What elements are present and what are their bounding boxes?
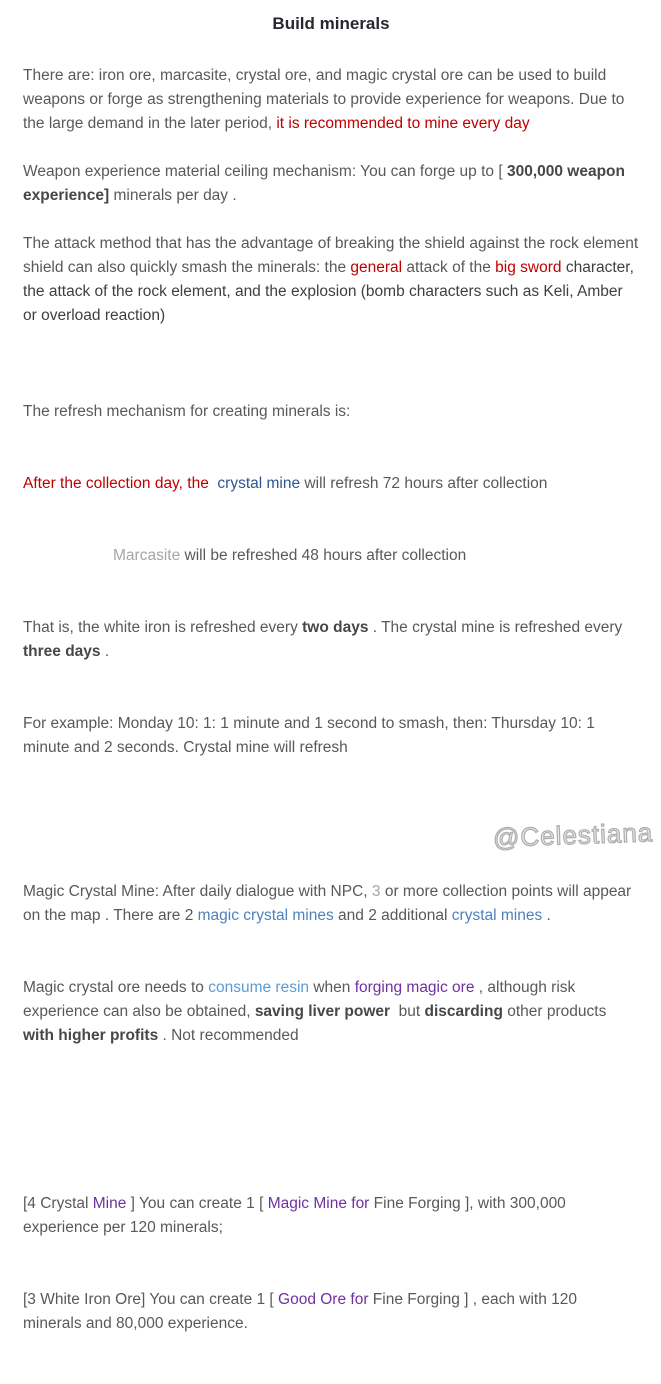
magic-crystal-mine-block — [23, 880, 639, 928]
watermark: @Celestiana — [492, 817, 654, 853]
text-run-purple-good-ore: Good Ore for — [278, 1291, 369, 1308]
text-run-gray: The attack method that has the advantage of breaking the shield against the rock element shield can also quickly smash the minerals: the — [23, 235, 643, 276]
paragraph-refresh-mechanism — [23, 352, 639, 808]
text-run-gray: Weapon experience material ceiling mechanism: You can forge up to [ — [23, 163, 507, 180]
text-run-gray: . Not recommended — [158, 1027, 299, 1044]
text-run-purple-forging-magic-ore: forging magic ore — [354, 979, 475, 996]
paragraph-crafting-recipes — [23, 1144, 639, 1384]
text-run-red-big-sword: big sword — [495, 259, 562, 276]
text-run-blue-magic-crystal-mines: magic crystal mines — [197, 907, 334, 924]
paragraph-magic-crystal-mine — [23, 832, 639, 1096]
text-run-purple-magic-mine: Magic Mine for — [267, 1195, 370, 1212]
text-run-gray: [3 White Iron Ore] You can create 1 [ — [23, 1291, 279, 1308]
text-run-bold-saving-liver-power: saving liver power — [254, 1003, 391, 1020]
text-run-light-marcasite: Marcasite — [113, 547, 181, 564]
text-run-gray: Magic crystal ore needs to — [23, 979, 209, 996]
text-run-gray: attack of the — [402, 259, 496, 276]
text-run-gray: or more collection points will appear on the map . There are 2 — [23, 883, 636, 924]
text-run-red-mine-every-day: it is recommended to mine every day — [276, 115, 530, 132]
text-run-bold-three-days: three days — [23, 643, 101, 660]
text-run-gray: Magic Crystal Mine: After daily dialogue with NPC, — [23, 883, 372, 900]
text-run-gray: . — [542, 907, 551, 924]
text-run-purple-mine: Mine — [92, 1195, 127, 1212]
paragraph-intro — [23, 64, 639, 136]
text-run-gray: [4 Crystal — [23, 1195, 93, 1212]
text-run-gray: . — [100, 643, 110, 660]
refresh-mechanism-heading-line — [23, 400, 639, 424]
resin-consumption-block — [23, 976, 639, 1048]
text-run-gray: but — [390, 1003, 425, 1020]
crystal-mine-recipe-block — [23, 1192, 639, 1240]
refresh-example-line — [23, 712, 639, 760]
text-run-gray: , although risk experience can also be obtained, — [23, 979, 580, 1020]
text-run-gray: other products — [502, 1003, 611, 1020]
text-run-gray: The refresh mechanism for creating minerals is: — [23, 403, 351, 420]
text-run-gray: ] You can create 1 [ — [126, 1195, 268, 1212]
paragraph-attack-method — [23, 232, 643, 328]
text-run-gray: . The crystal mine is refreshed every — [368, 619, 627, 636]
text-run-bold-higher-profits: with higher profits — [23, 1027, 159, 1044]
text-run-gray: and 2 additional — [333, 907, 452, 924]
text-run-gray: That is, the white iron is refreshed every — [23, 619, 303, 636]
text-run-light-three: 3 — [371, 883, 381, 900]
paragraph-weapon-experience-ceiling — [23, 160, 639, 208]
text-run-gray: For example: Monday 10: 1: 1 minute and 1 second to smash, then: Thursday 10: 1 minute and 2 seconds. Crystal mine will refresh — [23, 715, 600, 756]
text-run-blue-consume-resin: consume resin — [208, 979, 310, 996]
text-run-red-general: general — [350, 259, 403, 276]
crystal-mine-refresh-line — [23, 472, 639, 496]
text-run-blue-crystal-mines: crystal mines — [451, 907, 543, 924]
text-run-red-after-collection-day: After the collection day, the — [23, 475, 214, 492]
text-run-gray: minerals per day . — [109, 187, 237, 204]
text-run-gray: Fine Forging ] , each with 120 minerals and 80,000 experience. — [23, 1291, 582, 1332]
text-run-bold-discarding: discarding — [424, 1003, 503, 1020]
text-run-gray: will refresh 72 hours after collection — [300, 475, 548, 492]
text-run-bold-300000-weapon-experience: 300,000 weapon experience] — [23, 163, 630, 204]
refresh-interval-line — [23, 616, 639, 664]
white-iron-recipe-block — [23, 1288, 639, 1336]
page-title: Build minerals — [272, 14, 390, 33]
text-run-blue-crystal-mine: crystal mine — [213, 475, 301, 492]
text-run-gray: Fine Forging ], with 300,000 experience per 120 minerals; — [23, 1195, 571, 1236]
text-run-bold-two-days: two days — [302, 619, 369, 636]
marcasite-refresh-line — [23, 544, 639, 568]
text-run-dark: character, the attack of the rock element, and the explosion (bomb characters such as Keli, Amber or overload reaction) — [23, 259, 639, 324]
text-run-gray: There are: iron ore, marcasite, crystal ore, and magic crystal ore can be used to build weapons or forge as strengthening materials to provide experience for weapons. Due to the large demand in the later period, — [23, 67, 629, 132]
text-run-gray: will be refreshed 48 hours after collection — [180, 547, 467, 564]
text-run-gray: when — [309, 979, 355, 996]
